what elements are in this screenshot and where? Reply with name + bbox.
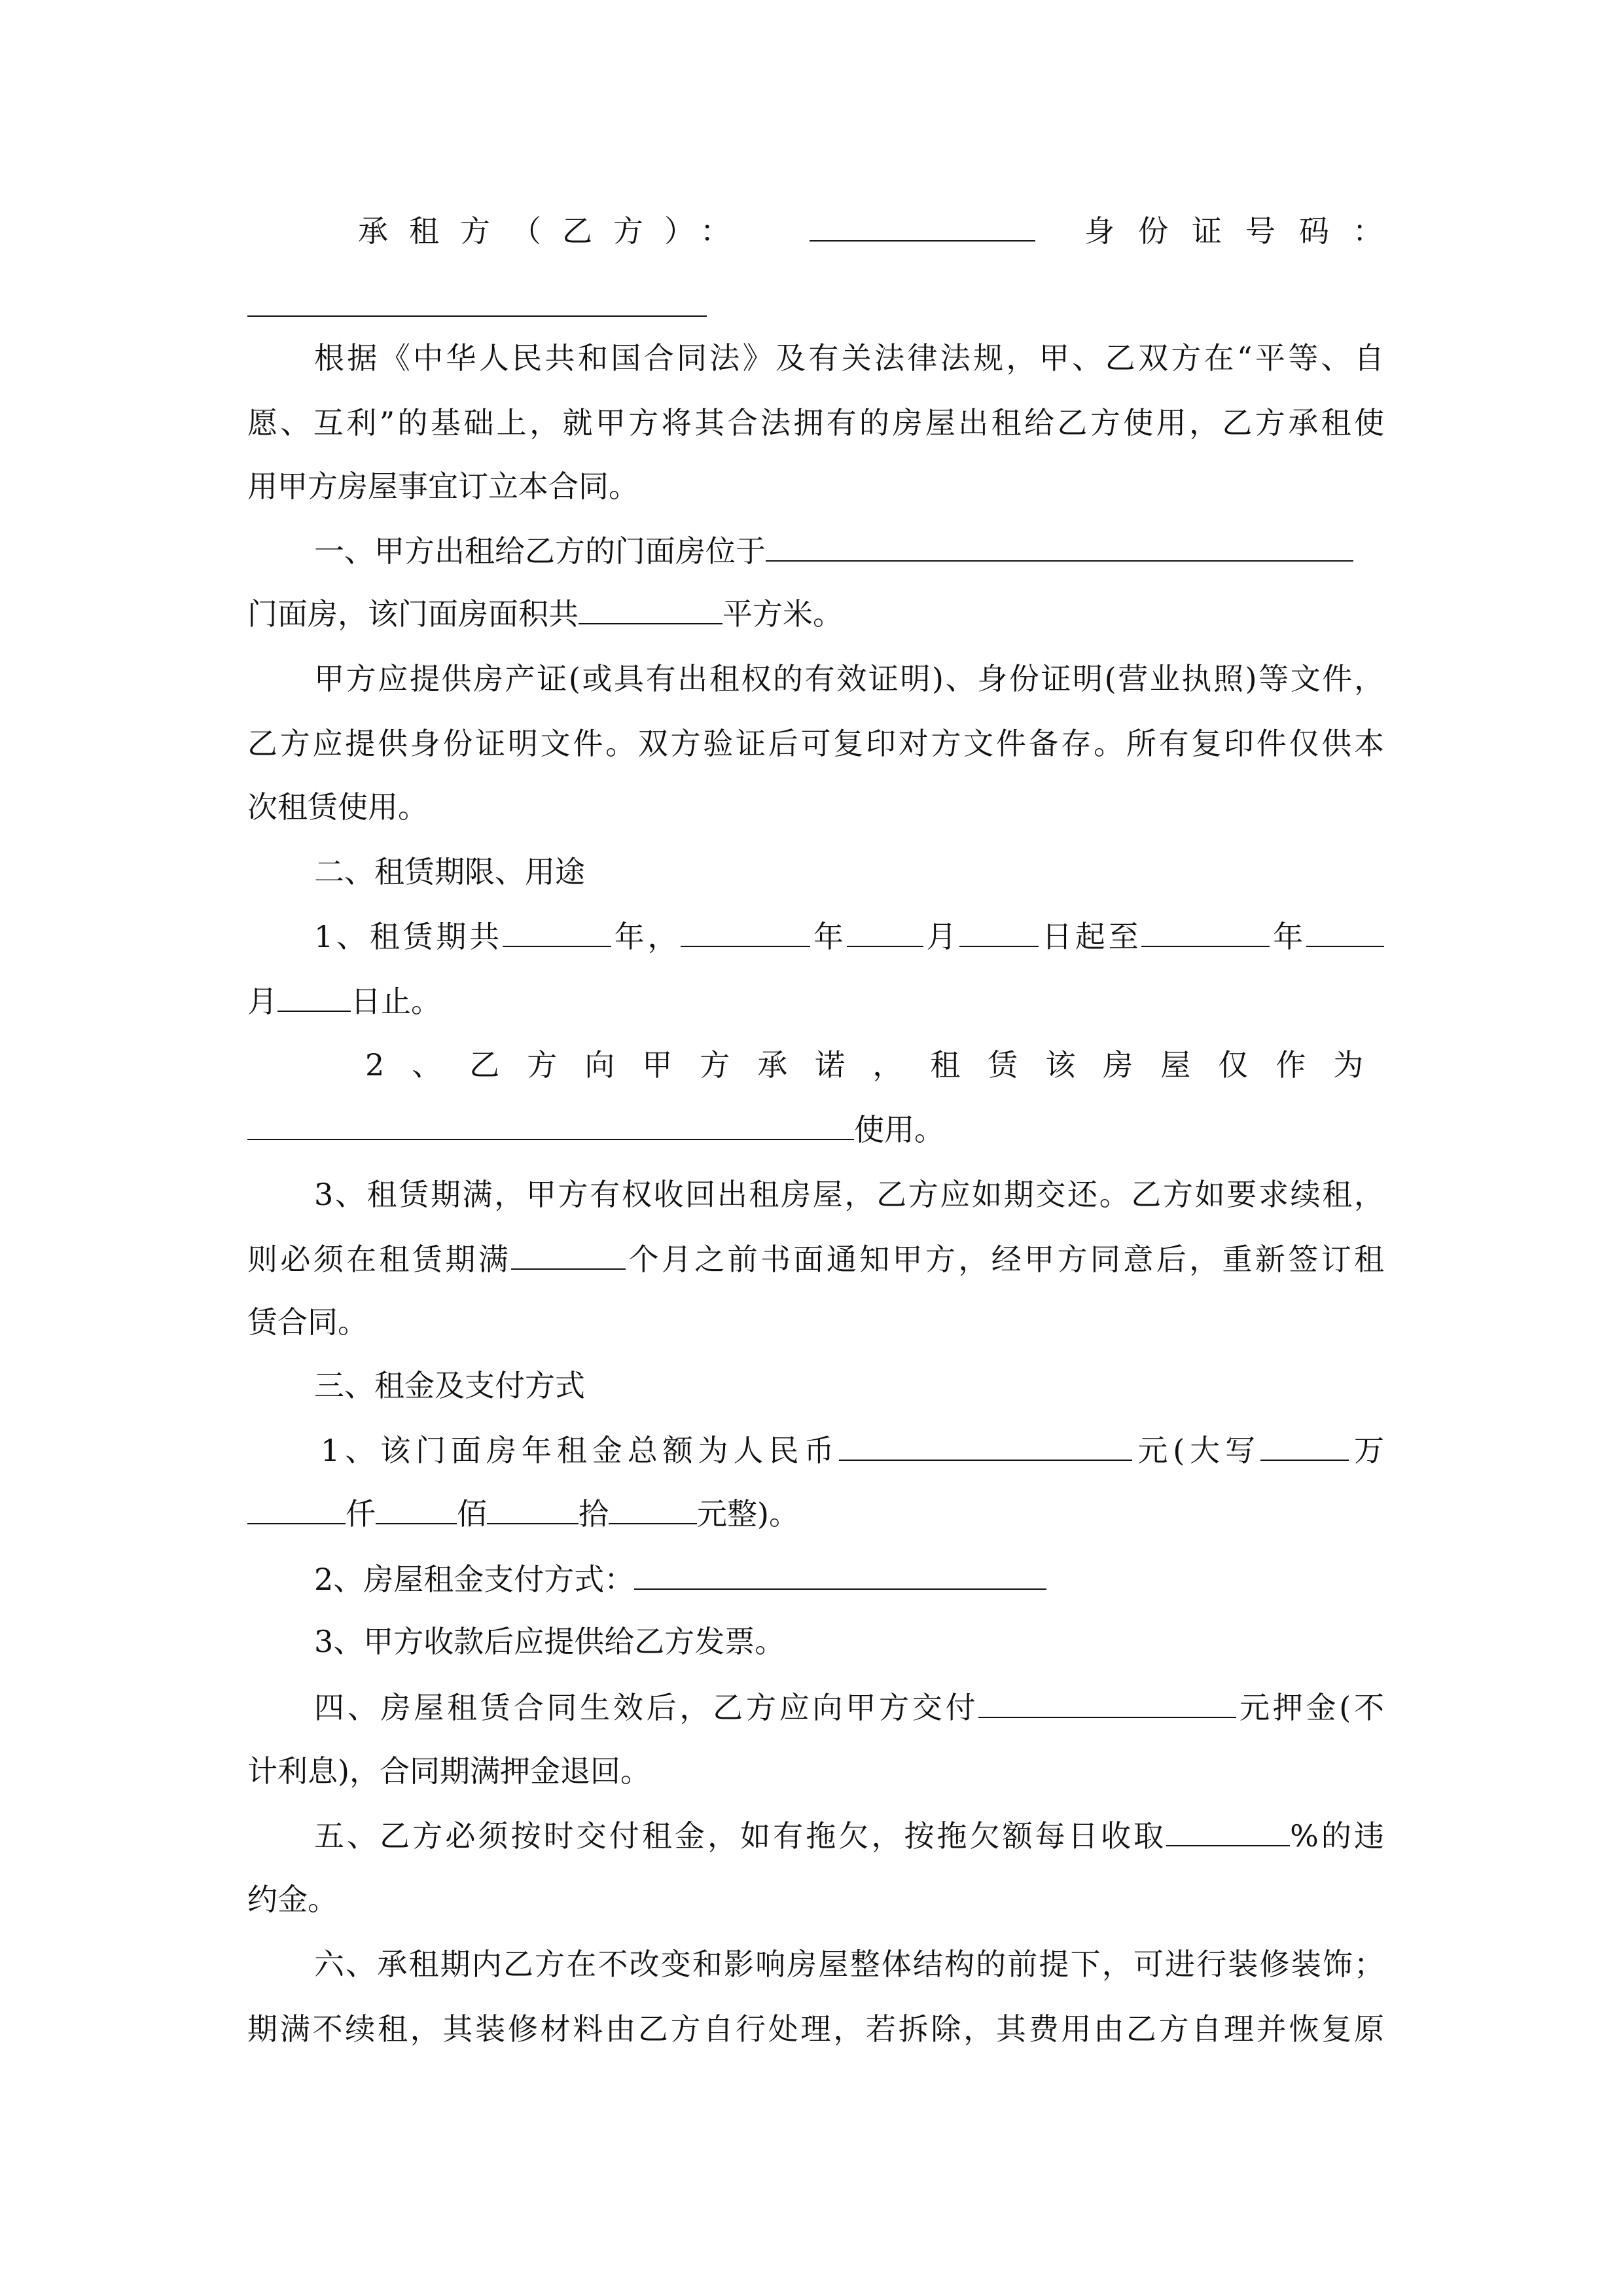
clause-1-area-line xyxy=(247,593,1384,635)
end-month-blank[interactable] xyxy=(1306,917,1384,947)
text: 佰 xyxy=(457,1496,487,1532)
text: 元整)。 xyxy=(697,1496,799,1532)
location-blank[interactable] xyxy=(766,531,1353,562)
text: 日止。 xyxy=(351,984,441,1019)
rent-amount-line xyxy=(247,1429,1384,1471)
paragraph-line: 约金。 xyxy=(247,1882,338,1917)
text: 年， xyxy=(611,919,681,954)
paragraph-line: 期满不续租，其装修材料由乙方自行处理，若拆除，其费用由乙方自理并恢复原 xyxy=(247,2011,1384,2047)
text: %的违 xyxy=(1290,1818,1384,1854)
end-day-blank[interactable] xyxy=(277,982,351,1012)
text: 仟 xyxy=(346,1496,376,1532)
paragraph-line: 3、租赁期满，甲方有权收回出租房屋，乙方应如期交还。乙方如要求续租， xyxy=(314,1177,1384,1212)
rent-shi-blank[interactable] xyxy=(487,1494,579,1524)
notice-months-blank[interactable] xyxy=(511,1240,626,1270)
penalty-line xyxy=(247,1815,1384,1857)
section-heading-3: 三、租金及支付方式 xyxy=(314,1368,585,1403)
text: 四、房屋租赁合同生效后，乙方应向甲方交付 xyxy=(314,1690,979,1725)
payment-method-line xyxy=(247,1558,1384,1600)
start-day-blank[interactable] xyxy=(959,917,1039,947)
text: 月 xyxy=(247,984,277,1019)
text: 日起至 xyxy=(1039,919,1142,954)
area-blank[interactable] xyxy=(579,594,722,624)
text: 五、乙方必须按时交付租金，如有拖欠，按拖欠额每日收取 xyxy=(314,1818,1167,1854)
deposit-blank[interactable] xyxy=(978,1688,1236,1718)
paragraph-line: 甲方应提供房产证(或具有出租权的有效证明)、身份证明(营业执照)等文件， xyxy=(314,661,1384,696)
paragraph-line: 用甲方房屋事宜订立本合同。 xyxy=(247,469,639,504)
rent-qian-blank[interactable] xyxy=(247,1494,346,1524)
penalty-rate-blank[interactable] xyxy=(1166,1816,1290,1846)
text: 年 xyxy=(810,919,847,954)
text: 1、该门面房年租金总额为人民币 xyxy=(321,1433,840,1468)
text: 平方米。 xyxy=(722,596,843,632)
text: 一、甲方出租给乙方的门面房位于 xyxy=(314,533,766,569)
paragraph-line: 乙方应提供身份证明文件。双方验证后可复印对方文件备存。所有复印件仅供本 xyxy=(247,726,1384,761)
lease-term-line xyxy=(247,916,1384,958)
paragraph-line: 计利息)，合同期满押金退回。 xyxy=(247,1753,651,1789)
paragraph-line: 六、承租期内乙方在不改变和影响房屋整体结构的前提下，可进行装修装饰； xyxy=(314,1946,1384,1982)
rent-bai-blank[interactable] xyxy=(376,1494,457,1524)
lessee-label: 承租方（乙方）： xyxy=(358,213,751,249)
text: 2、房屋租金支付方式： xyxy=(314,1562,635,1597)
rent-wan-blank[interactable] xyxy=(1260,1431,1349,1461)
start-month-blank[interactable] xyxy=(847,917,923,947)
years-blank[interactable] xyxy=(503,917,611,947)
text: 年 xyxy=(1270,919,1307,954)
end-year-blank[interactable] xyxy=(1141,917,1270,947)
text: 月 xyxy=(923,919,960,954)
rent-uppercase-line xyxy=(247,1493,1384,1535)
usage-promise-line: 2、乙方向甲方承诺，租赁该房屋仅作为 xyxy=(365,1047,1391,1083)
paragraph-line: 赁合同。 xyxy=(247,1304,368,1340)
text: 元押金(不 xyxy=(1236,1690,1385,1725)
section-heading-2: 二、租赁期限、用途 xyxy=(314,854,585,889)
paragraph-line: 3、甲方收款后应提供给乙方发票。 xyxy=(314,1624,785,1659)
text: 门面房，该门面房面积共 xyxy=(247,596,579,632)
paragraph-line: 次租赁使用。 xyxy=(247,789,428,825)
rent-yuan-blank[interactable] xyxy=(609,1494,697,1524)
renewal-line xyxy=(247,1238,1384,1280)
lease-term-end-line xyxy=(247,980,1384,1022)
id-number-label: 身份证号码： xyxy=(1084,213,1406,249)
payment-method-blank[interactable] xyxy=(634,1560,1046,1590)
text: 万 xyxy=(1349,1433,1384,1468)
paragraph-line: 愿、互利”的基础上，就甲方将其合法拥有的房屋出租给乙方使用，乙方承租使 xyxy=(247,405,1384,440)
text: 元(大写 xyxy=(1132,1433,1261,1468)
text: 拾 xyxy=(579,1496,609,1532)
text: 使用。 xyxy=(854,1112,944,1147)
usage-blank[interactable] xyxy=(247,1110,854,1140)
start-year-blank[interactable] xyxy=(681,917,810,947)
lessee-name-blank[interactable] xyxy=(810,210,1035,242)
rent-amount-blank[interactable] xyxy=(839,1431,1132,1461)
usage-line xyxy=(247,1109,1384,1151)
deposit-line xyxy=(247,1687,1384,1729)
text: 则必须在租赁期满 xyxy=(247,1242,512,1277)
line xyxy=(247,285,1384,327)
text: 个月之前书面通知甲方，经甲方同意后，重新签订租 xyxy=(626,1242,1385,1277)
paragraph-line: 根据《中华人民共和国合同法》及有关法律法规，甲、乙双方在“平等、自 xyxy=(314,340,1384,376)
text: 1、租赁期共 xyxy=(314,919,503,954)
id-number-blank[interactable] xyxy=(247,287,707,317)
clause-1-line xyxy=(247,530,1384,572)
